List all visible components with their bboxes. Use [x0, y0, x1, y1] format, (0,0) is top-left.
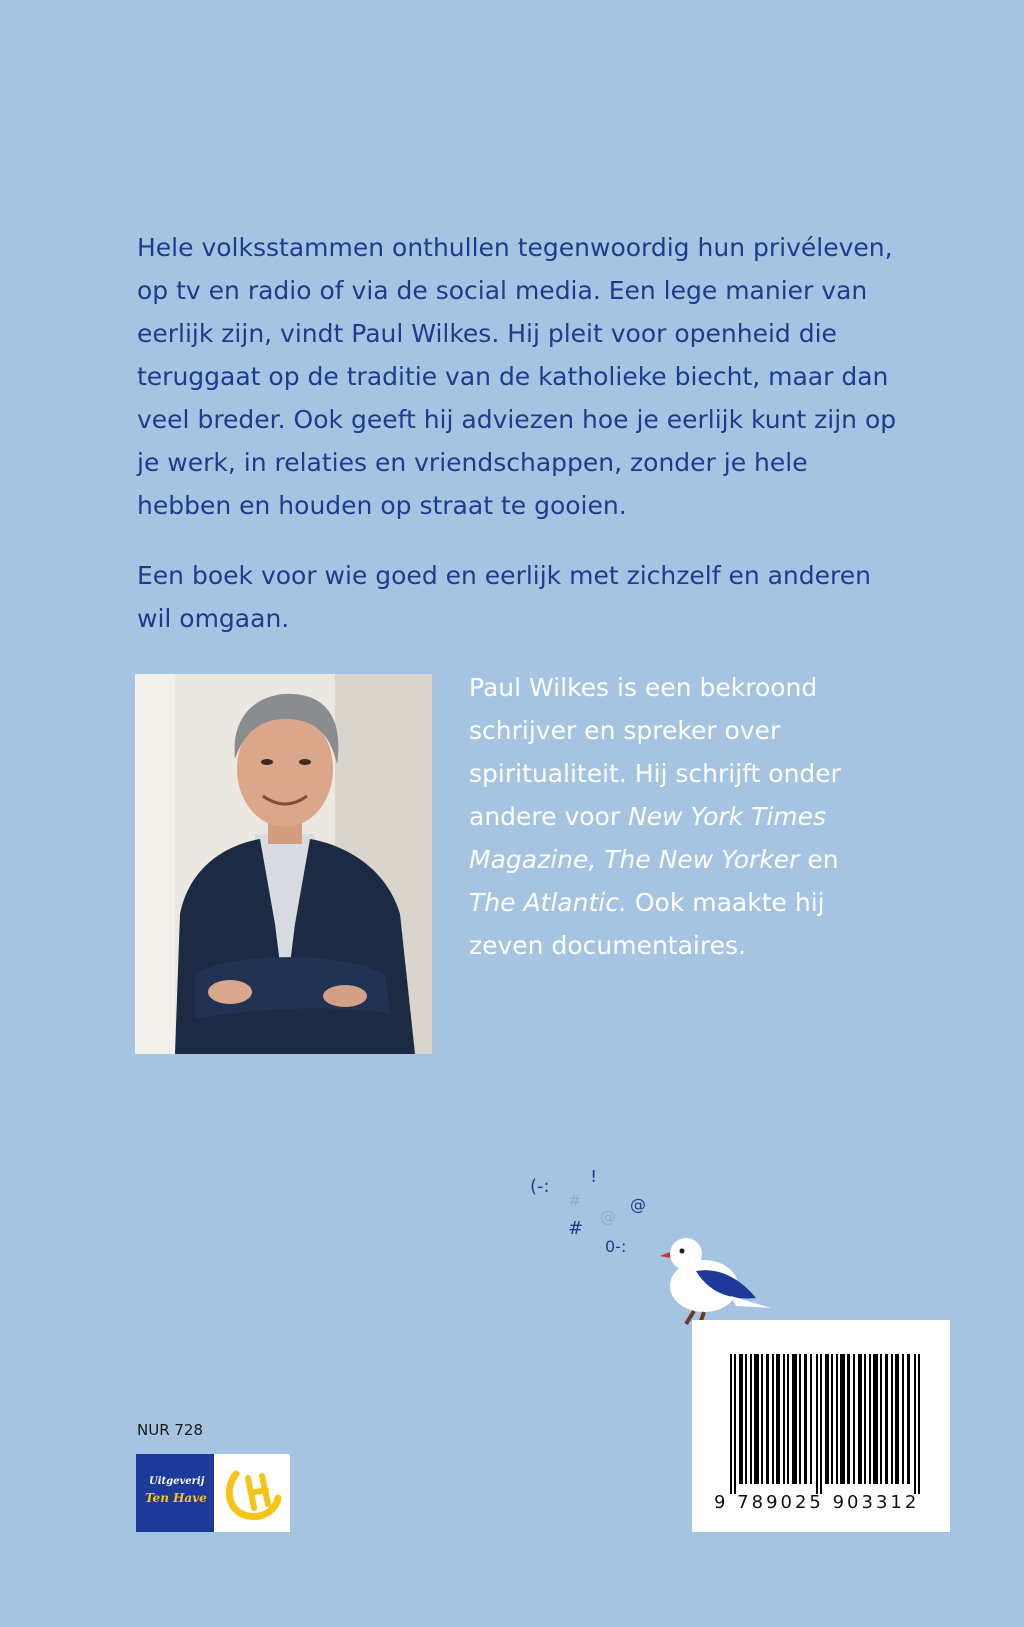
- bio-text-2: en: [799, 845, 839, 874]
- publisher-line-1: Uitgeverij: [149, 1476, 205, 1487]
- author-portrait-illustration: [135, 674, 432, 1054]
- speech-symbols-illustration: [520, 1170, 670, 1270]
- symbol-face: 0-:: [605, 1237, 627, 1256]
- symbol-smiley: (-:: [530, 1176, 550, 1197]
- blurb-paragraph-2: Een boek voor wie goed en eerlijk met zichzelf en anderen wil omgaan.: [137, 561, 871, 633]
- publisher-logo: [136, 1454, 290, 1532]
- bio-text-3: Ook maakte hij zeven documentaires.: [469, 888, 825, 960]
- blurb-paragraph-1: Hele volksstammen onthullen tegenwoordig hun privéleven, op tv en radio of via de social media. Een lege manier van eerlijk zijn, vindt Paul Wilkes. Hij pleit voor openheid die teruggaat op de traditie van de katholieke biecht, maar dan veel breder. Ook geeft hij adviezen hoe je eerlijk kunt zijn op je werk, in relaties en vriendschappen, zonder je hele hebben en houden op straat te gooien.: [137, 233, 897, 520]
- author-photo: [135, 674, 432, 1054]
- bird-icon: [656, 1226, 771, 1331]
- symbol-exclamation: !: [590, 1170, 598, 1187]
- symbol-at: @: [630, 1195, 646, 1214]
- author-bio: [469, 666, 889, 967]
- publisher-line-2: Ten Have: [145, 1491, 207, 1505]
- symbol-at-light: @: [600, 1207, 616, 1226]
- bio-publications: New York Times Magazine, The New Yorker: [469, 802, 827, 874]
- barcode-box: [692, 1320, 950, 1532]
- publisher-logo-text: [136, 1454, 214, 1532]
- symbol-hash: #: [568, 1218, 584, 1239]
- nur-code: NUR 728: [137, 1421, 204, 1439]
- publisher-logo-mark: [214, 1454, 290, 1532]
- isbn-number: 9 789025 903312: [714, 1492, 920, 1513]
- bio-publication-atlantic: The Atlantic.: [469, 888, 627, 917]
- barcode: [730, 1354, 920, 1494]
- bio-text-1: Paul Wilkes is een bekroond schrijver en spreker over spiritualiteit. Hij schrijft onder andere voor: [469, 673, 841, 831]
- symbol-hash-light: #: [568, 1191, 582, 1210]
- ten-have-logo-icon: [214, 1454, 290, 1532]
